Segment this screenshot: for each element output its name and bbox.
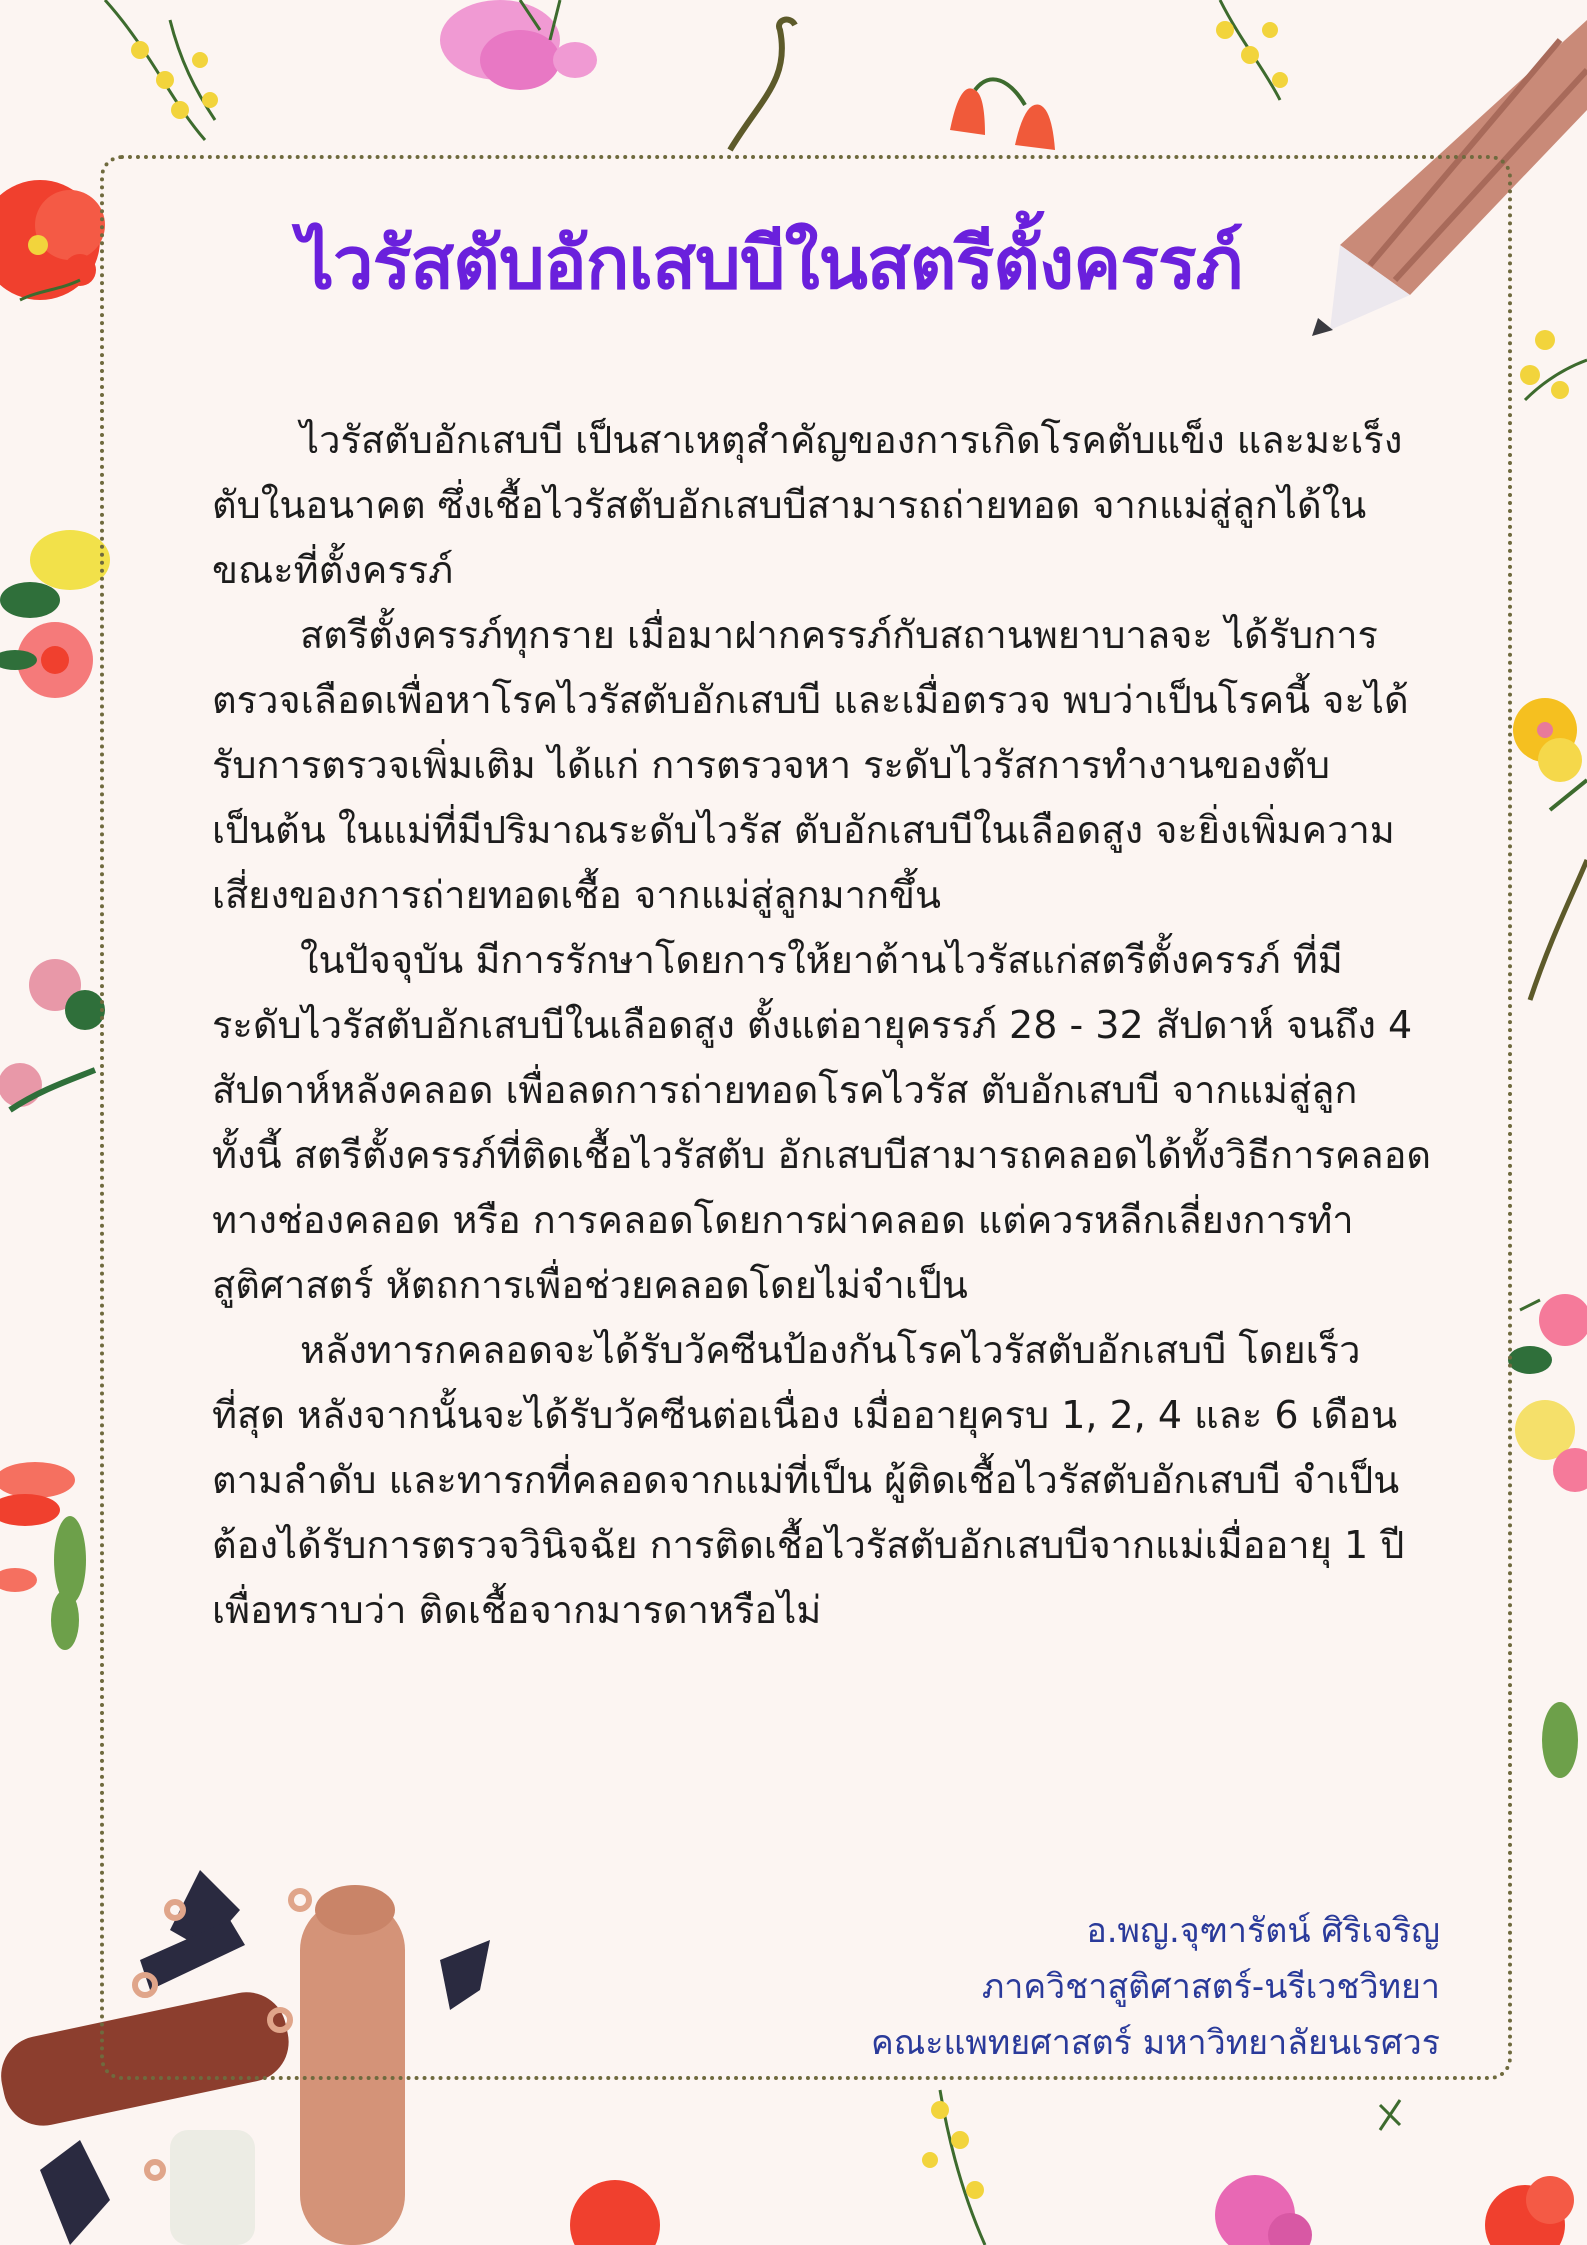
flower-cluster-right-icon bbox=[1508, 1294, 1587, 1492]
article-body bbox=[212, 408, 1432, 1643]
author-block bbox=[680, 1903, 1440, 2071]
author-name: อ.พญ.จุฑารัตน์ ศิริเจริญ bbox=[1086, 1911, 1440, 1951]
vine-right-icon bbox=[1530, 860, 1587, 1000]
page-title: ไวรัสตับอักเสบบีในสตรีตั้งครรภ์ bbox=[297, 221, 1243, 305]
yellow-flower-sprig-icon bbox=[105, 0, 218, 140]
yellow-pink-flower-left-icon bbox=[0, 530, 110, 698]
bottom-flowers-icon bbox=[570, 2090, 1574, 2245]
author-faculty: คณะแพทยศาสตร์ มหาวิทยาลัยนเรศวร bbox=[870, 2023, 1440, 2063]
author-department: ภาควิชาสูติศาสตร์-นรีเวชวิทยา bbox=[981, 1967, 1440, 2007]
yellow-flower-right-icon bbox=[1520, 330, 1587, 400]
coral-flower-left-icon bbox=[0, 1462, 86, 1650]
vine-icon bbox=[730, 20, 795, 150]
pink-puff-flower-icon bbox=[0, 959, 105, 1110]
orange-bell-flower-icon bbox=[950, 79, 1055, 150]
paragraph-1: ไวรัสตับอักเสบบี เป็นสาเหตุสำคัญของการเกิดโรคตับแข็ง และมะเร็งตับในอนาคต ซึ่งเชื้อไวรัสตับอักเสบบีสามารถถ่ายทอด จากแม่สู่ลูกได้ในขณะที่ตั้งครรภ์ bbox=[212, 418, 1403, 592]
yellow-flower-mid-right-icon bbox=[1513, 698, 1587, 810]
paragraph-2: สตรีตั้งครรภ์ทุกราย เมื่อมาฝากครรภ์กับสถานพยาบาลจะ ได้รับการตรวจเลือดเพื่อหาโรคไวรัสตับอักเสบบี และเมื่อตรวจ พบว่าเป็นโรคนี้ จะได้รับการตรวจเพิ่มเติม ได้แก่ การตรวจหา ระดับไวรัสการทำงานของตับ เป็นต้น ในแม่ที่มีปริมาณระดับไวรัส ตับอักเสบบีในเลือดสูง จะยิ่งเพิ่มความเสี่ยงของการถ่ายทอดเชื้อ จากแม่สู่ลูกมากขึ้น bbox=[212, 613, 1409, 917]
paragraph-4: หลังทารกคลอดจะได้รับวัคซีนป้องกันโรคไวรัสตับอักเสบบี โดยเร็วที่สุด หลังจากนั้นจะได้รับวัคซีนต่อเนื่อง เมื่ออายุครบ 1, 2, 4 และ 6 เดือน ตามลำดับ และทารกที่คลอดจากแม่ที่เป็น ผู้ติดเชื้อไวรัสตับอักเสบบี จำเป็นต้องได้รับการตรวจวินิจฉัย การติดเชื้อไวรัสตับอักเสบบีจากแม่เมื่ออายุ 1 ปี เพื่อทราบว่า ติดเชื้อจากมารดาหรือไม่ bbox=[212, 1328, 1405, 1632]
leaf-right-icon bbox=[1542, 1702, 1578, 1778]
paragraph-3: ในปัจจุบัน มีการรักษาโดยการให้ยาต้านไวรัสแก่สตรีตั้งครรภ์ ที่มีระดับไวรัสตับอักเสบบีในเลือดสูง ตั้งแต่อายุครรภ์ 28 - 32 สัปดาห์ จนถึง 4 สัปดาห์หลังคลอด เพื่อลดการถ่ายทอดโรคไวรัส ตับอักเสบบี จากแม่สู่ลูก ทั้งนี้ สตรีตั้งครรภ์ที่ติดเชื้อไวรัสตับ อักเสบบีสามารถคลอดได้ทั้งวิธีการคลอดทางช่องคลอด หรือ การคลอดโดยการผ่าคลอด แต่ควรหลีกเลี่ยงการทำสูติศาสตร์ หัตถการเพื่อช่วยคลอดโดยไม่จำเป็น bbox=[212, 938, 1432, 1307]
yellow-flower-sprig-right-icon bbox=[1216, 0, 1288, 100]
pink-flower-icon bbox=[440, 0, 597, 90]
red-flower-icon bbox=[0, 180, 105, 300]
